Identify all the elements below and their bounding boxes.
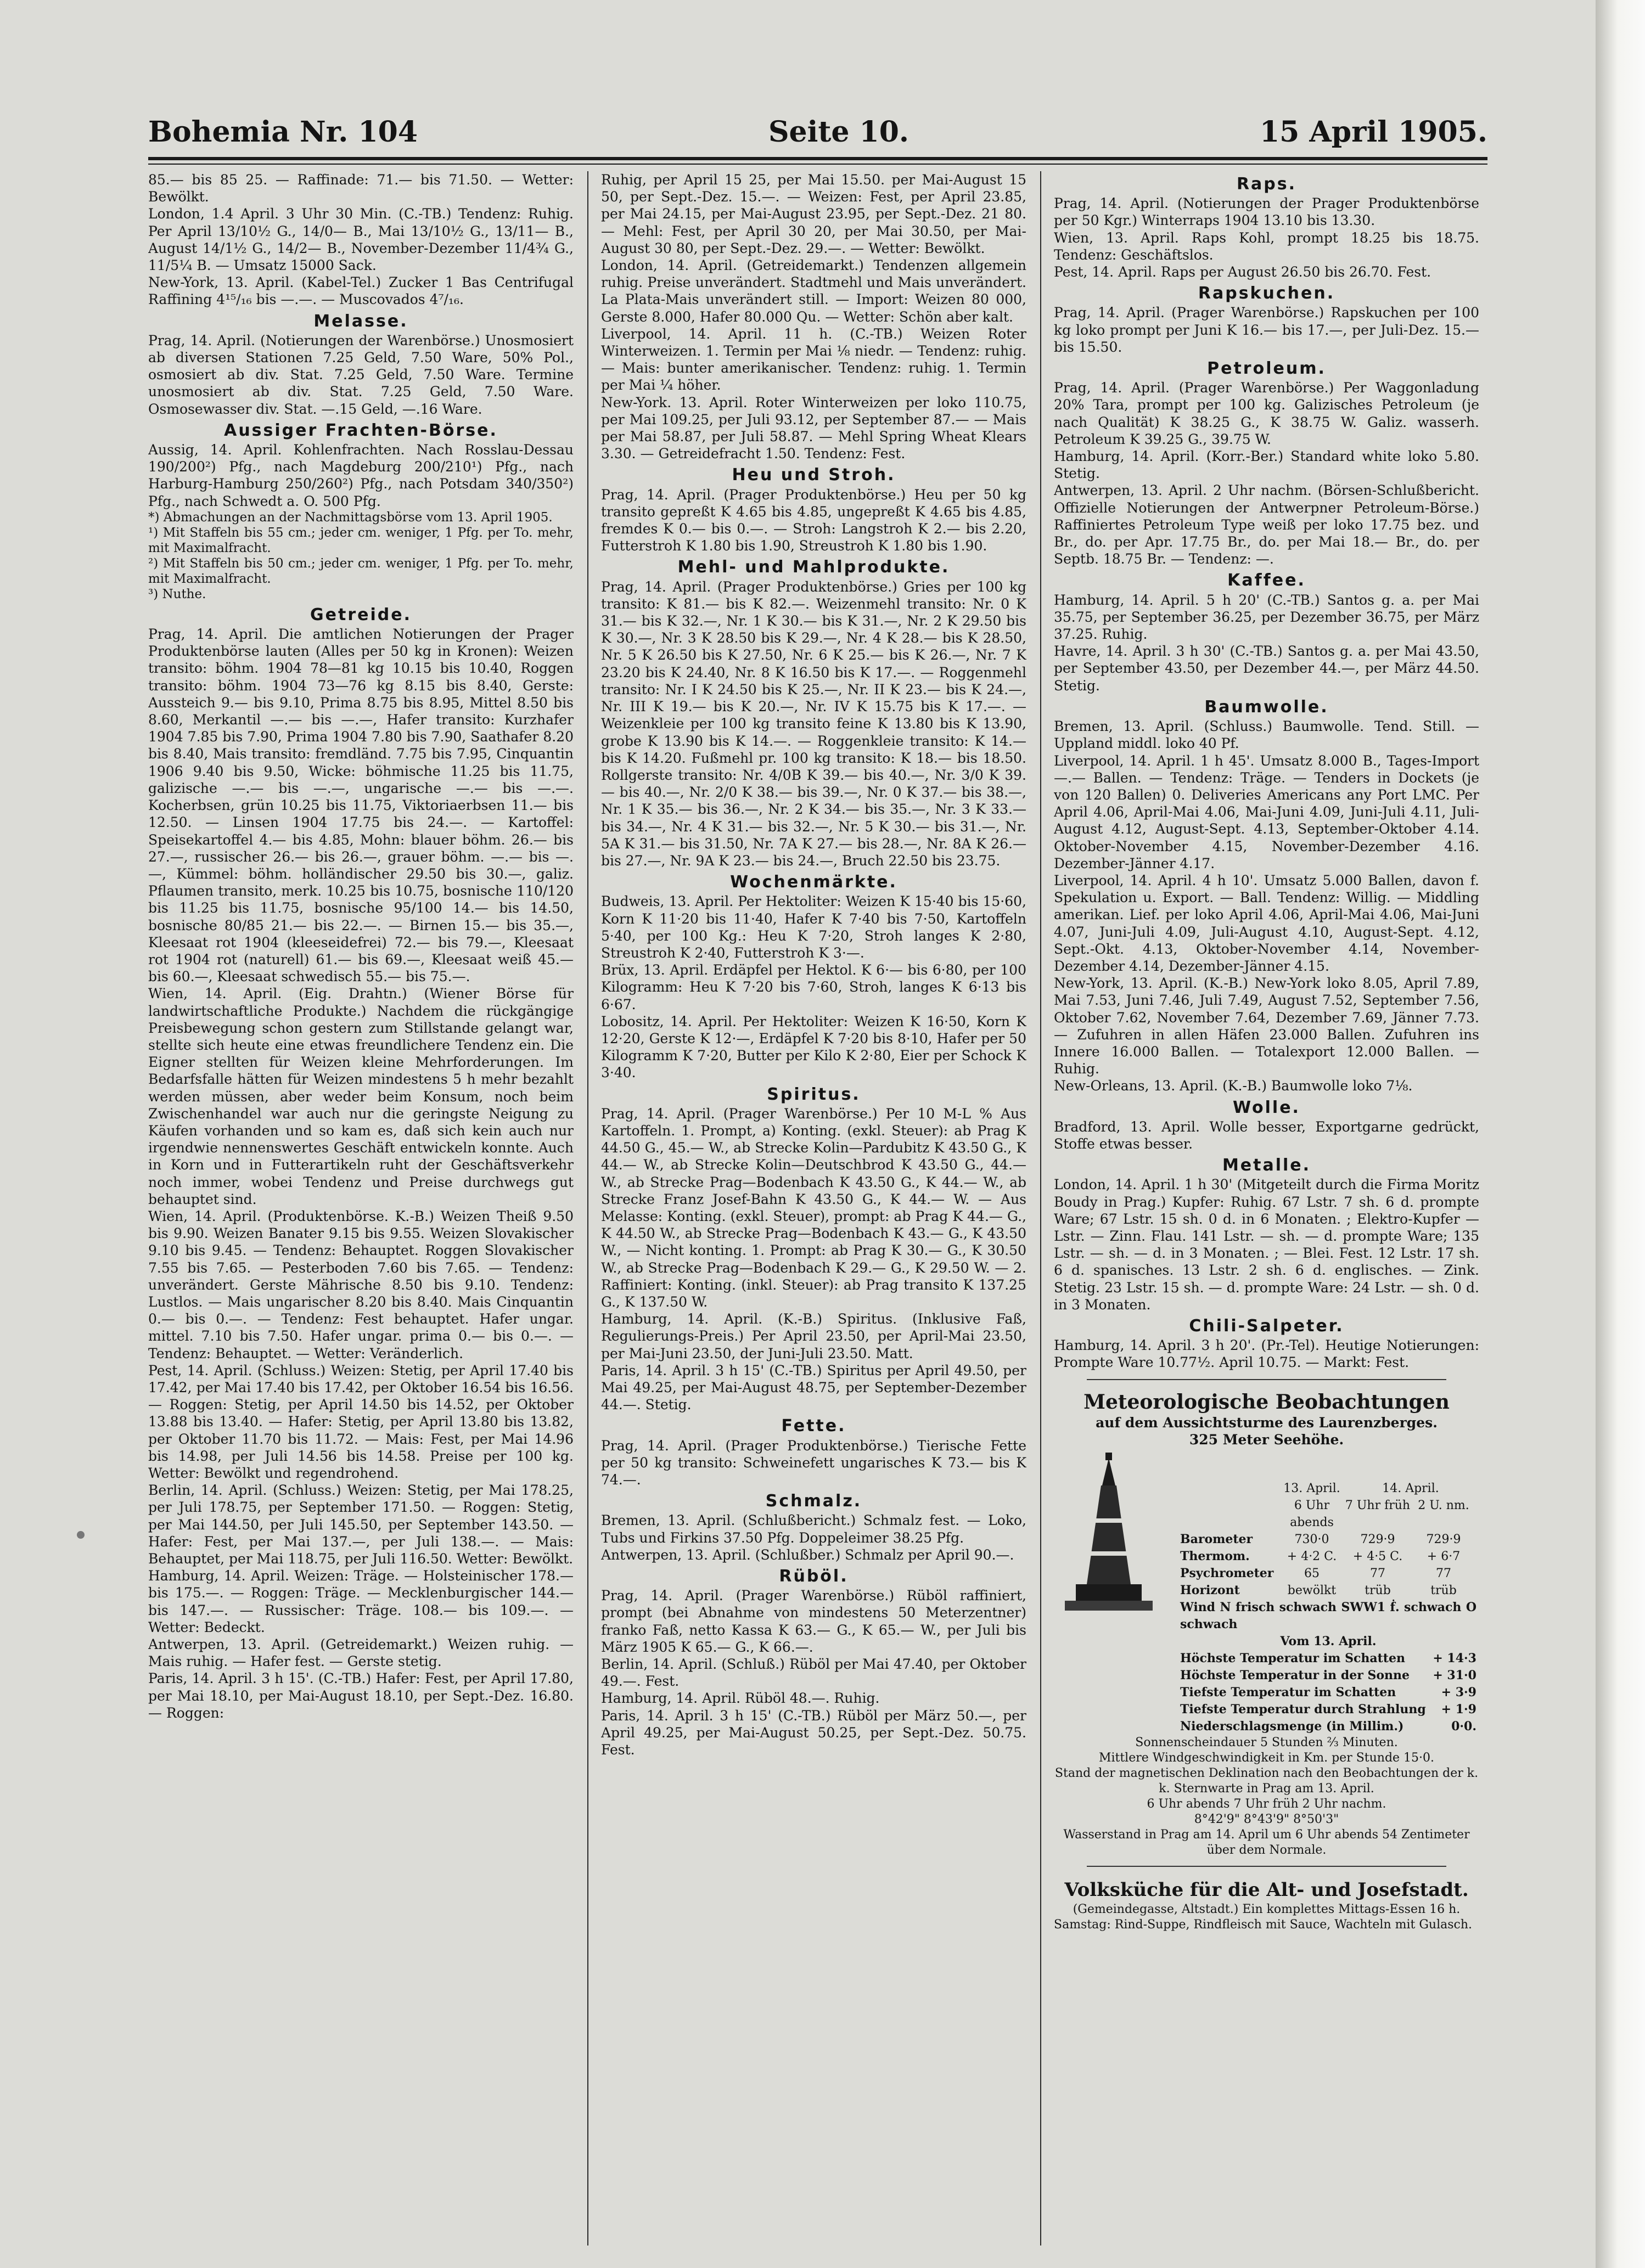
weather-extreme-value: + 3·9 bbox=[1441, 1685, 1476, 1699]
section-separator bbox=[1087, 1866, 1446, 1867]
article-paragraph: Havre, 14. April. 3 h 30' (C.-TB.) Santos g. a. per Mai 43.50, per September 43.50, per Dezember 44.—, per März 44.50. Stetig. bbox=[1054, 643, 1479, 694]
weather-extreme-label: Tiefste Temperatur durch Strahlung bbox=[1180, 1702, 1426, 1717]
newspaper-page bbox=[126, 0, 1509, 2268]
article-paragraph: Aussig, 14. April. Kohlenfrachten. Nach Rosslau-Dessau 190/200²) Pfg., nach Magdeburg 200/210¹) Pfg., nach Harburg-Hamburg 250/260²) Pfg., nach Potsdam 340/350²) Pfg., nach Schwedt a. O. 500 Pfg. bbox=[148, 442, 574, 509]
weather-value: 729·9 bbox=[1360, 1532, 1395, 1546]
weather-value: + 6·7 bbox=[1427, 1549, 1461, 1563]
volkskueche-notice bbox=[1054, 1878, 1479, 1933]
weather-table bbox=[1180, 1480, 1476, 1650]
weather-extreme-label: Niederschlagsmenge (in Millim.) bbox=[1180, 1719, 1404, 1734]
weather-note: Mittlere Windgeschwindigkeit in Km. per Stunde 15·0. bbox=[1098, 1751, 1435, 1765]
weather-wind: Wind N frisch schwach SWW1 ḟ. schwach O schwach bbox=[1180, 1600, 1476, 1631]
section-heading-schmalz: Schmalz. bbox=[765, 1492, 862, 1511]
article-paragraph: Lobositz, 14. April. Per Hektoliter: Weizen K 16·50, Korn K 12·20, Gerste K 12·—, Erdäpfel K 7·20 bis 8·10, Hafer per 50 Kilogramm K 7·20, Butter per Kilo K 2·80, Eier per Schock K 3·40. bbox=[601, 1013, 1026, 1081]
weather-date-row bbox=[1180, 1480, 1476, 1497]
weather-row-label: Psychrometer bbox=[1180, 1566, 1274, 1580]
weather-value: 729·9 bbox=[1426, 1532, 1461, 1546]
article-paragraph: Brüx, 13. April. Erdäpfel per Hektol. K 6·— bis 6·80, per 100 Kilogramm: Heu K 7·20 bis 7·60, Stroh, langes K 6·13 bis 6·67. bbox=[601, 962, 1026, 1012]
footnote: ³) Nuthe. bbox=[148, 587, 206, 601]
weather-value: 730·0 bbox=[1294, 1532, 1329, 1546]
weather-title: Meteorologische Beobachtungen bbox=[1083, 1390, 1450, 1414]
weather-value: + 4·5 C. bbox=[1352, 1549, 1403, 1563]
weather-notes bbox=[1054, 1735, 1479, 1858]
section-heading-rapskuchen: Rapskuchen. bbox=[1198, 284, 1335, 303]
article-paragraph: Paris, 14. April. 3 h 15'. (C.-TB.) Hafer: Fest, per April 17.80, per Mai 18.10, per Mai-August 18.10, per Sept.-Dez. 16.80. — Roggen: bbox=[148, 1670, 574, 1721]
weather-extreme-label: Tiefste Temperatur im Schatten bbox=[1180, 1685, 1396, 1699]
section-heading-baumwolle: Baumwolle. bbox=[1204, 697, 1329, 717]
article-paragraph: Hamburg, 14. April. 5 h 20' (C.-TB.) Santos g. a. per Mai 35.75, per September 36.25, per Dezember 36.75, per März 37.25. Ruhig. bbox=[1054, 592, 1479, 643]
weather-row bbox=[1180, 1531, 1476, 1548]
section-heading-wolle: Wolle. bbox=[1233, 1098, 1300, 1117]
weather-value: 77 bbox=[1436, 1566, 1451, 1580]
weather-subtitle: auf dem Aussichtsturme des Laurenzberges. bbox=[1096, 1414, 1438, 1431]
article-paragraph: New-York, 13. April. (K.-B.) New-York loko 8.05, April 7.89, Mai 7.53, Juni 7.46, Juli 7.49, August 7.52, September 7.56, Oktober 7.62, November 7.64, Dezember 7.69, Jänner 7.73. — Zufuhren in allen Häfen 23.000 Ballen. Zufuhren ins Innere 16.000 Ballen. — Totalexport 12.000 Ballen. — Ruhig. bbox=[1054, 975, 1479, 1077]
article-paragraph: London, 1.4 April. 3 Uhr 30 Min. (C.-TB.) Tendenz: Ruhig. Per April 13/10½ G., 14/0— B., Mai 13/10½ G., 13/11— B., August 14/1½ G., 14/2— B., November-Dezember 11/4¾ G., 11/5¼ B. — Umsatz 15000 Sack. bbox=[148, 206, 574, 274]
section-separator bbox=[1087, 1379, 1446, 1380]
article-paragraph: New-Orleans, 13. April. (K.-B.) Baumwolle loko 7⅛. bbox=[1054, 1078, 1413, 1094]
footnote: ¹) Mit Staffeln bis 55 cm.; jeder cm. weniger, 1 Pfg. per To. mehr, mit Maximalfracht. bbox=[148, 525, 574, 555]
article-paragraph: London, 14. April. (Getreidemarkt.) Tendenzen allgemein ruhig. Preise unverändert. Stadtmehl und Mais unverändert. La Plata-Mais unverändert still. — Import: Weizen 80 000, Gerste 8.000, Hafer 80.000 Qu. — Wetter: Schön aber kalt. bbox=[601, 257, 1026, 325]
article-paragraph: Bremen, 13. April. (Schluss.) Baumwolle. Tend. Still. — Uppland middl. loko 40 Pf. bbox=[1054, 718, 1479, 752]
article-paragraph: Paris, 14. April. 3 h 15' (C.-TB.) Rüböl per März 50.—, per April 49.25, per Mai-August 50.25, per Sept.-Dez. 50.75. Fest. bbox=[601, 1707, 1026, 1758]
article-paragraph: Pest, 14. April. Raps per August 26.50 bis 26.70. Fest. bbox=[1054, 264, 1431, 280]
header-rule-thin bbox=[148, 164, 1487, 165]
weather-note: Stand der magnetischen Deklination nach den Beobachtungen der k. k. Sternwarte in Prag am 13. April. bbox=[1054, 1766, 1479, 1796]
article-paragraph: Prag, 14. April. (Prager Warenbörse.) Rapskuchen per 100 kg loko prompt per Juni K 16.— bis 17.—, per Juli-Dez. 15.— bis 15.50. bbox=[1054, 305, 1479, 355]
article-paragraph: Hamburg, 14. April. (K.-B.) Spiritus. (Inklusive Faß, Regulierungs-Preis.) Per April 23.50, per April-Mai 23.50, per Mai-Juni 23.50, der Juni-Juli 23.50. Matt. bbox=[601, 1311, 1026, 1361]
weather-row bbox=[1180, 1548, 1476, 1565]
article-paragraph: New-York, 13. April. (Kabel-Tel.) Zucker 1 Bas Centrifugal Raffining 4¹⁵/₁₆ bis —.—. — Muscovados 4⁷/₁₆. bbox=[148, 274, 574, 308]
header-page-number: Seite 10. bbox=[768, 115, 909, 149]
section-heading-kaffee: Kaffee. bbox=[1227, 571, 1306, 590]
section-heading-getreide: Getreide. bbox=[310, 605, 412, 624]
section-heading-heu: Heu und Stroh. bbox=[732, 465, 896, 485]
article-paragraph: Prag, 14. April. (Prager Warenbörse.) Per 10 M-L % Aus Kartoffeln. 1. Prompt, a) Konting. (exkl. Steuer): ab Prag K 44.50 G., 45.— W., ab Strecke Kolin—Pardubitz K 43.50 G., K 44.— W., ab Strecke Kolin—Deutschbrod K 43.50 G., 44.— W., ab Strecke Prag—Bodenbach K 43.50 G., K 44.— W., ab Strecke Franz Josef-Bahn K 43.50 G., K 44.— W. — Aus Melasse: Konting. (exkl. Steuer), prompt: ab Prag K 44.— G., K 44.50 W., ab Strecke Prag—Bodenbach K 43.— G., K 43.50 W., — Nicht konting. 1. Prompt: ab Prag K 30.— G., K 30.50 W., ab Strecke Prag—Bodenbach K 29.— G., K 29.50 W. — 2. Raffiniert: Konting. (inkl. Steuer): ab Prag transito K 137.25 G., K 137.50 W. bbox=[601, 1105, 1026, 1310]
weather-date: 13. April. bbox=[1283, 1481, 1340, 1495]
header-date: 15 April 1905. bbox=[1259, 115, 1487, 149]
weather-note: 6 Uhr abends 7 Uhr früh 2 Uhr nachm. bbox=[1147, 1797, 1386, 1811]
scan-blemish bbox=[77, 1531, 85, 1539]
weather-row-label: Thermom. bbox=[1180, 1549, 1250, 1563]
article-paragraph: Prag, 14. April. Die amtlichen Notierungen der Prager Produktenbörse lauten (Alles per 50 kg in Kronen): Weizen transito: böhm. 1904 78—81 kg 10.15 bis 10.40, Roggen transito: böhm. 1904 73—76 kg 8.15 bis 8.40, Gerste: Aussteich 9.— bis 9.10, Prima 8.75 bis 8.95, Mittel 8.50 bis 8.60, Merkantil —.— bis —.—, Hafer transito: Kurzhafer 1904 7.85 bis 7.90, Prima 1904 7.80 bis 7.90, Saathafer 8.20 bis 8.40, Mais transito: fremdländ. 7.75 bis 7.95, Cinquantin 1906 9.40 bis 9.50, Wicke: böhmische 11.25 bis 11.75, galizische —.— bis —.—, ungarische —.— bis —.—. Kocherbsen, grün 10.25 bis 11.75, Viktoriaerbsen 11.— bis 12.50. — Linsen 1904 17.75 bis 24.—. — Kartoffel: Speisekartoffel 4.— bis 4.85, Mohn: blauer böhm. 26.— bis 27.—, russischer 26.— bis 26.—, grauer böhm. —.— bis —.—, Kümmel: böhm. holländischer 29.50 bis 30.—, galiz. Pflaumen transito, merk. 10.25 bis 10.75, bosnische 110/120 bis 11.25 bis 11.75, bosnische 95/100 14.— bis 14.50, bosnische 80/85 21.— bis 22.—. — Birnen 15.— bis 35.—, Kleesaat rot 1904 (kleeseidefrei) 72.— bis 79.—, Kleesaat rot 1904 rot (naturell) 61.— bis 69.—, Kleesaat weiß 45.— bis 60.—, Kleesaat schwedisch 55.— bis 75.—. bbox=[148, 626, 574, 985]
weather-extremes bbox=[1180, 1650, 1476, 1735]
column-divider bbox=[1040, 171, 1041, 2246]
weather-row bbox=[1180, 1582, 1476, 1599]
section-heading-mehl: Mehl- und Mahlprodukte. bbox=[677, 558, 950, 577]
weather-value: 77 bbox=[1370, 1566, 1385, 1580]
article-paragraph: Prag, 14. April. (Prager Warenbörse.) Per Waggonladung 20% Tara, prompt per 100 kg. Galizisches Petroleum (je nach Qualität) K 38.25 G., K 38.75 W. Galiz. wasserh. Petroleum K 39.25 G., 39.75 W. bbox=[1054, 380, 1479, 447]
weather-time: 6 Uhr abends bbox=[1290, 1498, 1334, 1529]
weather-value: trüb bbox=[1430, 1583, 1457, 1597]
article-paragraph: Wien, 14. April. (Eig. Drahtn.) (Wiener Börse für landwirtschaftliche Produkte.) Nachdem die rückgängige Preisbewegung schon gestern zum Stillstande gelangt war, stellte sich heute eine etwas freundlichere Tendenz ein. Die Eigner stellten für Weizen kleine Mehrforderungen. Im Bedarfsfalle hätten für Weizen mindestens 5 h mehr bezahlt werden müssen, aber weder beim Konsum, noch beim Zwischenhandel war auch nur die geringste Neigung zu Käufen vorhanden und so kam es, daß sich kein auch nur irgendwie nennenswertes Geschäft entwickeln konnte. Auch in Korn und in Futterartikeln ruht der Geschäftsverkehr noch immer, wobei Tendenz und Preise durchwegs gut behauptet sind. bbox=[148, 986, 574, 1207]
article-paragraph: Ruhig, per April 15 25, per Mai 15.50. per Mai-August 15 50, per Sept.-Dez. 15.—. — Weizen: Fest, per April 23.85, per Mai 24.15, per Mai-August 23.95, per Sept.-Dez. 21 80. — Mehl: Fest, per April 30 20, per Mai 30.50, per Mai-August 30 80, per Sept.-Dez. 29.—. — Wetter: Bewölkt. bbox=[601, 172, 1026, 256]
weather-extreme-label: Höchste Temperatur in der Sonne bbox=[1180, 1668, 1410, 1682]
article-paragraph: Hamburg, 14. April. (Korr.-Ber.) Standard white loko 5.80. Stetig. bbox=[1054, 448, 1479, 482]
section-heading-rueboel: Rüböl. bbox=[779, 1567, 849, 1586]
column-2 bbox=[601, 171, 1026, 2246]
weather-time: 2 U. nm. bbox=[1418, 1498, 1469, 1512]
weather-row bbox=[1180, 1565, 1476, 1582]
footnote: ²) Mit Staffeln bis 50 cm.; jeder cm. weniger, 1 Pfg. per To. mehr, mit Maximalfracht. bbox=[148, 556, 574, 586]
weather-value: bewölkt bbox=[1287, 1583, 1337, 1597]
article-paragraph: Berlin, 14. April. (Schluss.) Weizen: Stetig, per Mai 178.25, per Juli 178.75, per September 171.50. — Roggen: Stetig, per Mai 144.50, per Juli 145.50, per September 143.50. — Hafer: Fest, per Mai 137.—, per Juli 138.—. — Mais: Behauptet, per Mai 118.75, per Juli 116.50. Wetter: Bewölkt. bbox=[148, 1482, 574, 1567]
weather-row-label: Barometer bbox=[1180, 1532, 1253, 1546]
volkskueche-menu: Samstag: Rind-Suppe, Rindfleisch mit Sauce, Wachteln mit Gulasch. bbox=[1054, 1917, 1473, 1932]
weather-row-label: Horizont bbox=[1180, 1583, 1240, 1597]
article-paragraph: Hamburg, 14. April. 3 h 20'. (Pr.-Tel). Heutige Notierungen: Prompte Ware 10.77½. April 10.75. — Markt: Fest. bbox=[1054, 1337, 1479, 1371]
article-paragraph: Wien, 14. April. (Produktenbörse. K.-B.) Weizen Theiß 9.50 bis 9.90. Weizen Banater 9.15 bis 9.55. Weizen Slovakischer 9.10 bis 9.45. — Tendenz: Behauptet. Roggen Slovakischer 7.55 bis 7.65. — Pesterboden 7.60 bis 7.65. — Tendenz: unverändert. Gerste Mährische 8.50 bis 9.10. Tendenz: Lustlos. — Mais ungarischer 8.20 bis 8.40. Mais Cinquantin 0.— bis 0.—. — Tendenz: Fest behauptet. Hafer ungar. mittel. 7.10 bis 7.50. Hafer ungar. prima 0.— bis 0.—. — Tendenz: Behauptet. — Wetter: Veränderlich. bbox=[148, 1208, 574, 1361]
article-paragraph: Liverpool, 14. April. 1 h 45'. Umsatz 8.000 B., Tages-Import —.— Ballen. — Tendenz: Träge. — Tenders in Dockets (je von 120 Ballen) 0. Deliveries Americans any Port LMC. Per April 4.06, April-Mai 4.06, Mai-Juni 4.09, Juni-Juli 4.11, Juli-August 4.12, August-Sept. 4.13, September-Oktober 4.14. Oktober-November 4.15, November-Dezember 4.16. Dezember-Jänner 4.17. bbox=[1054, 752, 1479, 871]
column-1 bbox=[148, 171, 574, 2246]
weather-note: 8°42'9" 8°43'9" 8°50'3" bbox=[1194, 1812, 1339, 1826]
weather-value: 65 bbox=[1304, 1566, 1320, 1580]
header-rule bbox=[148, 157, 1487, 160]
article-paragraph: Bremen, 13. April. (Schlußbericht.) Schmalz fest. — Loko, Tubs und Firkins 37.50 Pfg. Doppeleimer 38.25 Pfg. bbox=[601, 1512, 1026, 1546]
section-heading-metalle: Metalle. bbox=[1222, 1156, 1311, 1175]
weather-note: Wasserstand in Prag am 14. April um 6 Uhr abends 54 Zentimeter über dem Normale. bbox=[1063, 1827, 1470, 1857]
article-paragraph: Prag, 14. April. (Prager Produktenbörse.) Heu per 50 kg transito gepreßt K 4.65 bis 4.85, ungepreßt K 4.65 bis 4.85, fremdes K 0.— bis 0.—. — Stroh: Langstroh K 2.— bis 2.20, Futterstroh K 1.80 bis 1.90, Streustroh K 1.80 bis 1.90. bbox=[601, 486, 1026, 554]
article-paragraph: Berlin, 14. April. (Schluß.) Rüböl per Mai 47.40, per Oktober 49.—. Fest. bbox=[601, 1656, 1026, 1690]
volkskueche-subtitle: (Gemeindegasse, Altstadt.) Ein komplettes Mittags-Essen 16 h. bbox=[1073, 1902, 1461, 1916]
column-3 bbox=[1054, 171, 1479, 2246]
section-heading-wochenmaerkte: Wochenmärkte. bbox=[730, 873, 897, 892]
weather-note: Sonnenscheindauer 5 Stunden ⅔ Minuten. bbox=[1135, 1735, 1398, 1749]
weather-extreme-row bbox=[1180, 1718, 1476, 1735]
weather-extreme-row bbox=[1180, 1684, 1476, 1701]
article-paragraph: Wien, 13. April. Raps Kohl, prompt 18.25 bis 18.75. Tendenz: Geschäftslos. bbox=[1054, 229, 1479, 263]
article-paragraph: 85.— bis 85 25. — Raffinade: 71.— bis 71.50. — Wetter: Bewölkt. bbox=[148, 172, 574, 205]
weather-time-row bbox=[1180, 1497, 1476, 1531]
section-heading-raps: Raps. bbox=[1236, 175, 1297, 194]
article-paragraph: Prag, 14. April. (Notierungen der Prager Produktenbörse per 50 Kgr.) Winterraps 1904 13.10 bis 13.30. bbox=[1054, 195, 1479, 229]
article-paragraph: Antwerpen, 13. April. (Schlußber.) Schmalz per April 90.—. bbox=[601, 1546, 1014, 1563]
column-divider bbox=[587, 171, 588, 2246]
weather-wind-date: Vom 13. April. bbox=[1280, 1634, 1377, 1648]
article-paragraph: Prag, 14. April. (Prager Produktenbörse.) Gries per 100 kg transito: K 81.— bis K 82.—. Weizenmehl transito: Nr. 0 K 31.— bis K 32.—, Nr. 1 K 30.— bis K 31.—, Nr. 2 K 29.50 bis K 30.—, Nr. 3 K 28.50 bis K 29.—, Nr. 4 K 28.— bis K 28.50, Nr. 5 K 26.50 bis K 27.50, Nr. 6 K 25.— bis K 26.—, Nr. 7 K 23.20 bis K 24.40, Nr. 8 K 16.50 bis K 17.—. — Roggenmehl transito: Nr. I K 24.50 bis K 25.—, Nr. II K 23.— bis K 24.—, Nr. III K 19.— bis K 20.—, Nr. IV K 15.75 bis K 17.—. — Weizenkleie per 100 kg transito feine K 13.80 bis K 13.90, grobe K 13.90 bis K 14.—. — Roggenkleie transito: K 14.— bis K 14.20. Fußmehl pr. 100 kg transito: K 18.— bis 18.50. Rollgerste transito: Nr. 4/0B K 39.— bis 40.—, Nr. 3/0 K 39.— bis 40.—, Nr. 2/0 K 38.— bis 39.—, Nr. 0 K 37.— bis 38.—, Nr. 1 K 35.— bis 36.—, Nr. 2 K 34.— bis 35.—, Nr. 3 K 33.— bis 34.—, Nr. 4 K 31.— bis 32.—, Nr. 5 K 30.— bis 31.—, Nr. 5A K 31.— bis 31.50, Nr. 7A K 27.— bis 28.—, Nr. 8A K 26.— bis 27.—, Nr. 9A K 23.— bis 24.—, Bruch 22.50 bis 23.75. bbox=[601, 578, 1026, 869]
article-paragraph: Antwerpen, 13. April. (Getreidemarkt.) Weizen ruhig. — Mais ruhig. — Hafer fest. — Gerste stetig. bbox=[148, 1636, 574, 1670]
weather-extreme-value: 0·0. bbox=[1451, 1719, 1476, 1734]
weather-extreme-value: + 31·0 bbox=[1433, 1668, 1476, 1682]
scan-page-edge bbox=[1596, 0, 1645, 2268]
article-paragraph: Hamburg, 14. April. Rüböl 48.—. Ruhig. bbox=[601, 1690, 880, 1707]
weather-extreme-label: Höchste Temperatur im Schatten bbox=[1180, 1651, 1405, 1665]
weather-date: 14. April. bbox=[1382, 1481, 1439, 1495]
weather-extreme-row bbox=[1180, 1650, 1476, 1667]
weather-extreme-row bbox=[1180, 1701, 1476, 1718]
article-paragraph: Paris, 14. April. 3 h 15' (C.-TB.) Spiritus per April 49.50, per Mai 49.25, per Mai-August 48.75, per September-Dezember 44.—. Stetig. bbox=[601, 1362, 1026, 1413]
weather-extreme-row bbox=[1180, 1667, 1476, 1684]
article-paragraph: Antwerpen, 13. April. 2 Uhr nachm. (Börsen-Schlußbericht. Offizielle Notierungen der Antwerpner Petroleum-Börse.) Raffiniertes Petroleum Type weiß per loko 17.75 bez. und Br., do. per Apr. 17.75 Br., do. per Mai 18.— Br., do. per Septb. 18.75 Br. — Tendenz: —. bbox=[1054, 482, 1479, 567]
article-paragraph: Prag, 14. April. (Prager Produktenbörse.) Tierische Fette per 50 kg transito: Schweinefett ungarisches K 73.— bis K 74.—. bbox=[601, 1437, 1026, 1488]
article-paragraph: Prag, 14. April. (Prager Warenbörse.) Rüböl raffiniert, prompt (bei Abnahme von mindestens 50 Meterzentner) franko Faß, netto Kassa K 63.— G., K 65.— W., per Juli bis März 1905 K 65.— G., K 66.—. bbox=[601, 1588, 1026, 1655]
weather-extreme-value: + 14·3 bbox=[1433, 1651, 1476, 1665]
weather-observations bbox=[1054, 1390, 1479, 1858]
article-paragraph: Budweis, 13. April. Per Hektoliter: Weizen K 15·40 bis 15·60, Korn K 11·20 bis 11·40, Hafer K 7·40 bis 7·50, Kartoffeln 5·40, per 100 Kg.: Heu K 7·20, Stroh langes K 2·80, Streustroh K 2·40, Futterstroh K 3·—. bbox=[601, 893, 1026, 961]
article-paragraph: New-York. 13. April. Roter Winterweizen per loko 110.75, per Mai 109.25, per Juli 93.12, per September 87.— — Mais per Mai 58.87, per Juli 58.87. — Mehl Spring Wheat Klears 3.30. — Getreidefracht 1.50. Tendenz: Fest. bbox=[601, 394, 1026, 462]
weather-altitude: 325 Meter Seehöhe. bbox=[1189, 1431, 1344, 1448]
header-publication: Bohemia Nr. 104 bbox=[148, 115, 418, 149]
weather-time: 7 Uhr früh bbox=[1345, 1498, 1411, 1512]
volkskueche-title: Volksküche für die Alt- und Josefstadt. bbox=[1064, 1878, 1469, 1901]
article-paragraph: London, 14. April. 1 h 30' (Mitgeteilt durch die Firma Moritz Boudy in Prag.) Kupfer: Ruhig. 67 Lstr. 7 sh. 6 d. prompte Ware; 67 Lstr. 15 sh. 0 d. in 6 Monaten. ; Elektro-Kupfer — Lstr. — Zinn. Flau. 141 Lstr. — sh. — d. prompte Ware; 135 Lstr. — sh. — d. in 3 Monaten. ; — Blei. Fest. 12 Lstr. 17 sh. 6 d. spanisches. 13 Lstr. 2 sh. 6 d. englisches. — Zink. Stetig. 23 Lstr. 15 sh. — d. prompte Ware: 24 Lstr. — sh. 0 d. in 3 Monaten. bbox=[1054, 1177, 1479, 1313]
article-paragraph: Liverpool, 14. April. 4 h 10'. Umsatz 5.000 Ballen, davon f. Spekulation u. Export. — Ball. Tendenz: Willig. — Middling amerikan. Lief. per loko April 4.06, April-Mai 4.06, Mai-Juni 4.07, Juni-Juli 4.09, Juli-August 4.10, August-Sept. 4.12, Sept.-Okt. 4.13, Oktober-November 4.14, November-Dezember 4.14, Dezember-Jänner 4.15. bbox=[1054, 872, 1479, 974]
article-paragraph: Prag, 14. April. (Notierungen der Warenbörse.) Unosmosiert ab diversen Stationen 7.25 Geld, 7.50 Ware, 50% Pol., osmosiert ab div. Stat. 7.25 Geld, 7.50 Ware. Termine unosmosiert ab div. Stat. 7.25 Geld, 7.50 Ware. Osmosewasser div. Stat. —.15 Geld, —.16 Ware. bbox=[148, 332, 574, 417]
article-paragraph: Liverpool, 14. April. 11 h. (C.-TB.) Weizen Roter Winterweizen. 1. Termin per Mai ⅛ niedr. — Tendenz: ruhig. — Mais: bunter amerikanischer. Tendenz: ruhig. 1. Termin per Mai ¼ höher. bbox=[601, 325, 1026, 393]
section-heading-melasse: Melasse. bbox=[313, 311, 408, 331]
section-heading-aussig: Aussiger Frachten-Börse. bbox=[224, 420, 498, 440]
section-heading-chili: Chili-Salpeter. bbox=[1189, 1316, 1344, 1336]
weather-extreme-value: + 1·9 bbox=[1441, 1702, 1476, 1717]
article-paragraph: Pest, 14. April. (Schluss.) Weizen: Stetig, per April 17.40 bis 17.42, per Mai 17.40 bis 17.42, per Oktober 16.54 bis 16.56. — Roggen: Stetig, per April 14.50 bis 14.52, per Oktober 13.88 bis 13.40. — Hafer: Stetig, per April 13.80 bis 13.82, per Oktober 11.70 bis 11.72. — Mais: Fest, per Mai 14.96 bis 14.98, per Juli 14.56 bis 14.58. Preise per 100 kg. Wetter: Bewölkt und regendrohend. bbox=[148, 1362, 574, 1482]
article-paragraph: Hamburg, 14. April. Weizen: Träge. — Holsteinischer 178.— bis 175.—. — Roggen: Träge. — Mecklenburgischer 144.— bis 147.—. — Russischer: Träge. 108.— bis 109.—. — Wetter: Bedeckt. bbox=[148, 1568, 574, 1635]
weather-value: trüb bbox=[1365, 1583, 1391, 1597]
section-heading-petroleum: Petroleum. bbox=[1207, 359, 1326, 379]
section-heading-spiritus: Spiritus. bbox=[767, 1084, 861, 1104]
page-header bbox=[148, 115, 1487, 154]
observation-tower-illustration bbox=[1054, 1453, 1164, 1617]
footnote: *) Abmachungen an der Nachmittagsbörse vom 13. April 1905. bbox=[148, 510, 553, 525]
weather-value: + 4·2 C. bbox=[1287, 1549, 1337, 1563]
article-paragraph: Bradford, 13. April. Wolle besser, Exportgarne gedrückt, Stoffe etwas besser. bbox=[1054, 1118, 1479, 1152]
section-heading-fette: Fette. bbox=[781, 1416, 846, 1436]
